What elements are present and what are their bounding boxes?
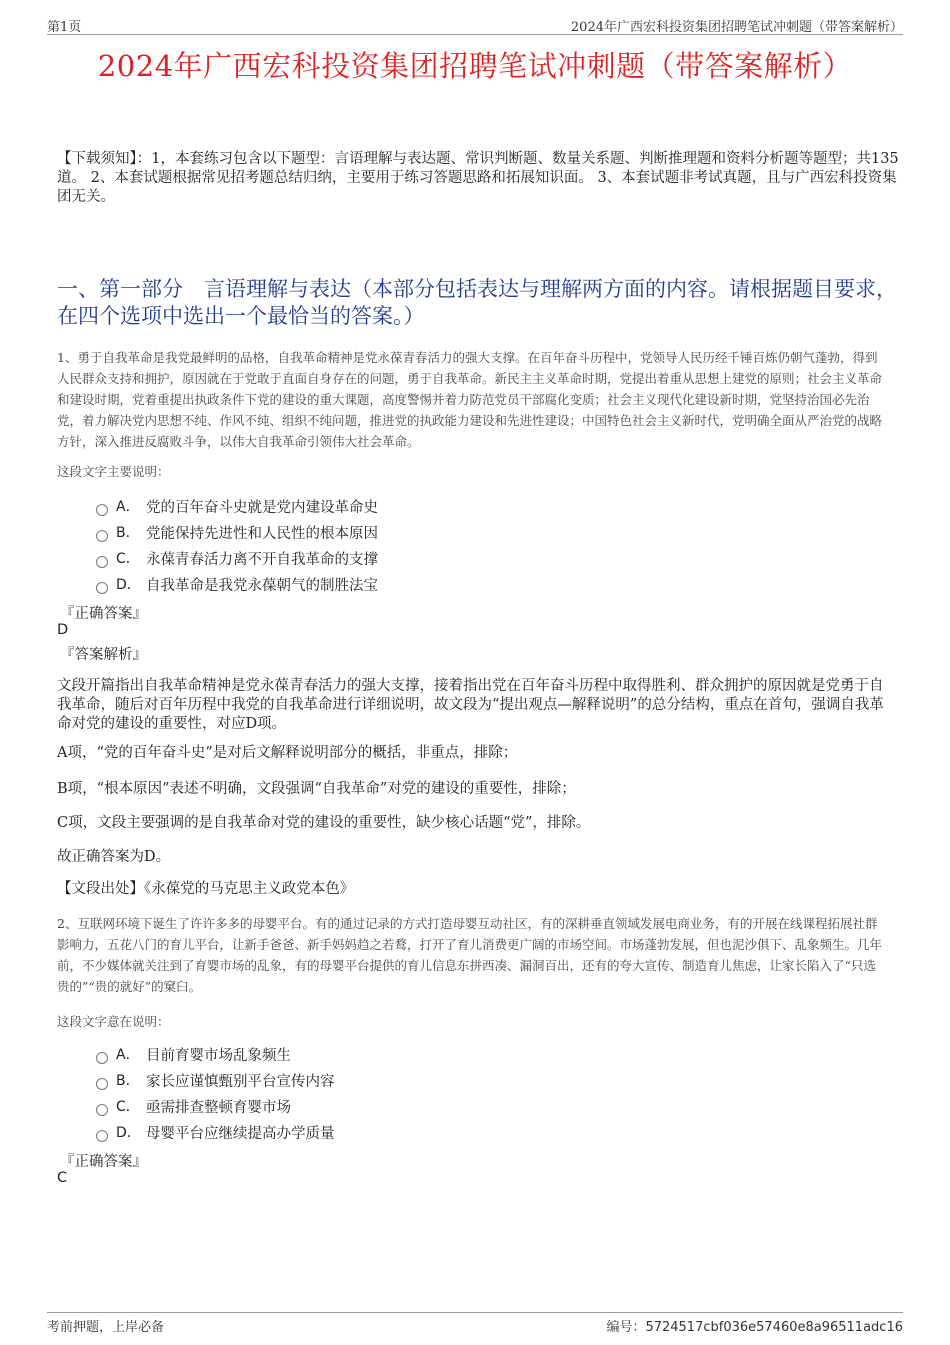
question-2-option-a[interactable] bbox=[96, 1044, 291, 1064]
document-code bbox=[606, 1316, 903, 1335]
section-title: 一、第一部分 言语理解与表达（本部分包括表达与理解两方面的内容。请根据题目要求，在四个选项中选出一个最恰当的答案。） bbox=[57, 277, 897, 328]
question-2-option-d[interactable] bbox=[96, 1122, 335, 1142]
question-1-option-c[interactable] bbox=[96, 548, 378, 568]
option-key: A． bbox=[116, 1047, 140, 1063]
page-footer bbox=[47, 1312, 903, 1333]
page-title: 2024年广西宏科投资集团招聘笔试冲刺题（带答案解析） bbox=[97, 49, 853, 83]
radio-icon[interactable] bbox=[96, 556, 108, 568]
question-1-prompt: 这段文字主要说明： bbox=[57, 464, 170, 479]
option-text: 亟需排查整顿育婴市场 bbox=[146, 1099, 291, 1116]
option-text: 家长应谨慎甄别平台宣传内容 bbox=[146, 1073, 335, 1090]
correct-answer: C bbox=[57, 1170, 68, 1186]
question-2-option-c[interactable] bbox=[96, 1096, 291, 1116]
footer-slogan: 考前押题，上岸必备 bbox=[47, 1320, 165, 1335]
question-2-option-b[interactable] bbox=[96, 1070, 335, 1090]
question-1-option-b[interactable] bbox=[96, 522, 378, 542]
radio-icon[interactable] bbox=[96, 1052, 108, 1064]
correct-answer: D bbox=[57, 622, 69, 638]
option-text: 党能保持先进性和人民性的根本原因 bbox=[146, 525, 378, 542]
question-1-option-d[interactable] bbox=[96, 574, 378, 594]
option-key: A． bbox=[116, 499, 140, 515]
option-text: 永葆青春活力离不开自我革命的支撑 bbox=[146, 551, 378, 568]
option-key: D． bbox=[116, 577, 141, 593]
option-key: B． bbox=[116, 525, 140, 541]
option-key: B． bbox=[116, 1073, 140, 1089]
radio-icon[interactable] bbox=[96, 1130, 108, 1142]
analysis-paragraph: 文段开篇指出自我革命精神是党永葆青春活力的强大支撑，接着指出党在百年奋斗历程中取得胜利、群众拥护的原因就是党勇于自我革命，随后对百年历程中我党的自我革命进行详细说明，故文段为“提出观点—解释说明”的总分结构，重点在首句，强调自我革命对党的建设的重要性，对应D项。 bbox=[57, 678, 884, 732]
radio-icon[interactable] bbox=[96, 530, 108, 542]
header-doc-title: 2024年广西宏科投资集团招聘笔试冲刺题（带答案解析） bbox=[570, 20, 903, 35]
option-text: 党的百年奋斗史就是党内建设革命史 bbox=[146, 499, 378, 516]
code-value: 5724517cbf036e57460e8a96511adc16 bbox=[645, 1320, 903, 1335]
correct-answer-label: 『正确答案』 bbox=[60, 1154, 147, 1170]
code-label: 编号： bbox=[606, 1320, 646, 1335]
option-text: 自我革命是我党永葆朝气的制胜法宝 bbox=[146, 577, 378, 594]
option-text: 母婴平台应继续提高办学质量 bbox=[146, 1125, 335, 1142]
option-key: C． bbox=[116, 551, 140, 567]
question-1-stem: 1、勇于自我革命是我党最鲜明的品格，自我革命精神是党永葆青春活力的强大支撑。在百年奋斗历程中，党领导人民历经千锤百炼仍朝气蓬勃，得到人民群众支持和拥护，原因就在于党敢于直面自身存在的问题，勇于自我革命。新民主主义革命时期，党提出着重从思想上建党的原则；社会主义革命和建设时期，党着重提出执政条件下党的建设的重大课题，高度警惕并着力防范党员干部腐化变质；社会主义现代化建设新时期，党坚持治国必先治党，着力解决党内思想不纯、作风不纯、组织不纯问题，推进党的执政能力建设和先进性建设；中国特色社会主义新时代，党明确全面从严治党的战略方针，深入推进反腐败斗争，以伟大自我革命引领伟大社会革命。 bbox=[57, 350, 883, 449]
page-header bbox=[47, 14, 903, 35]
page-number: 第1页 bbox=[47, 20, 82, 35]
radio-icon[interactable] bbox=[96, 582, 108, 594]
option-key: C． bbox=[116, 1099, 140, 1115]
analysis-option-a: A项，“党的百年奋斗史”是对后文解释说明部分的概括，非重点，排除； bbox=[57, 745, 518, 761]
radio-icon[interactable] bbox=[96, 1104, 108, 1116]
option-key: D． bbox=[116, 1125, 141, 1141]
question-2-stem: 2、互联网环境下诞生了许许多多的母婴平台。有的通过记录的方式打造母婴互动社区，有的深耕垂直领域发展电商业务，有的开展在线课程拓展社群影响力，五花八门的育儿平台，让新手爸爸、新手妈妈趋之若鹜，打开了育儿消费更广阔的市场空间。市场蓬勃发展，但也泥沙俱下、乱象频生。几年前，不少媒体就关注到了育婴市场的乱象，有的母婴平台提供的育儿信息东拼西凑、漏洞百出，还有的夸大宣传、制造育儿焦虑，让家长陷入了“只选贵的”“贵的就好”的窠臼。 bbox=[57, 916, 883, 994]
radio-icon[interactable] bbox=[96, 504, 108, 516]
text-source: 【文段出处】《永葆党的马克思主义政党本色》 bbox=[57, 881, 355, 897]
download-notice: 【下载须知】：1，本套练习包含以下题型：言语理解与表达题、常识判断题、数量关系题、判断推理题和资料分析题等题型；共135道。 2、本套试题根据常见招考题总结归纳，主要用于练习答题思路和拓展知识面。 3、本套试题非考试真题，且与广西宏科投资集团无关。 bbox=[57, 151, 899, 205]
question-1-option-a[interactable] bbox=[96, 496, 378, 516]
analysis-option-c: C项，文段主要强调的是自我革命对党的建设的重要性，缺少核心话题“党”，排除。 bbox=[57, 815, 591, 831]
analysis-label: 『答案解析』 bbox=[60, 647, 147, 663]
analysis-conclusion: 故正确答案为D。 bbox=[57, 849, 171, 865]
correct-answer-label: 『正确答案』 bbox=[60, 606, 147, 622]
radio-icon[interactable] bbox=[96, 1078, 108, 1090]
option-text: 目前育婴市场乱象频生 bbox=[146, 1047, 291, 1064]
question-2-prompt: 这段文字意在说明： bbox=[57, 1014, 170, 1029]
analysis-option-b: B项，“根本原因”表述不明确，文段强调“自我革命”对党的建设的重要性，排除； bbox=[57, 781, 576, 797]
